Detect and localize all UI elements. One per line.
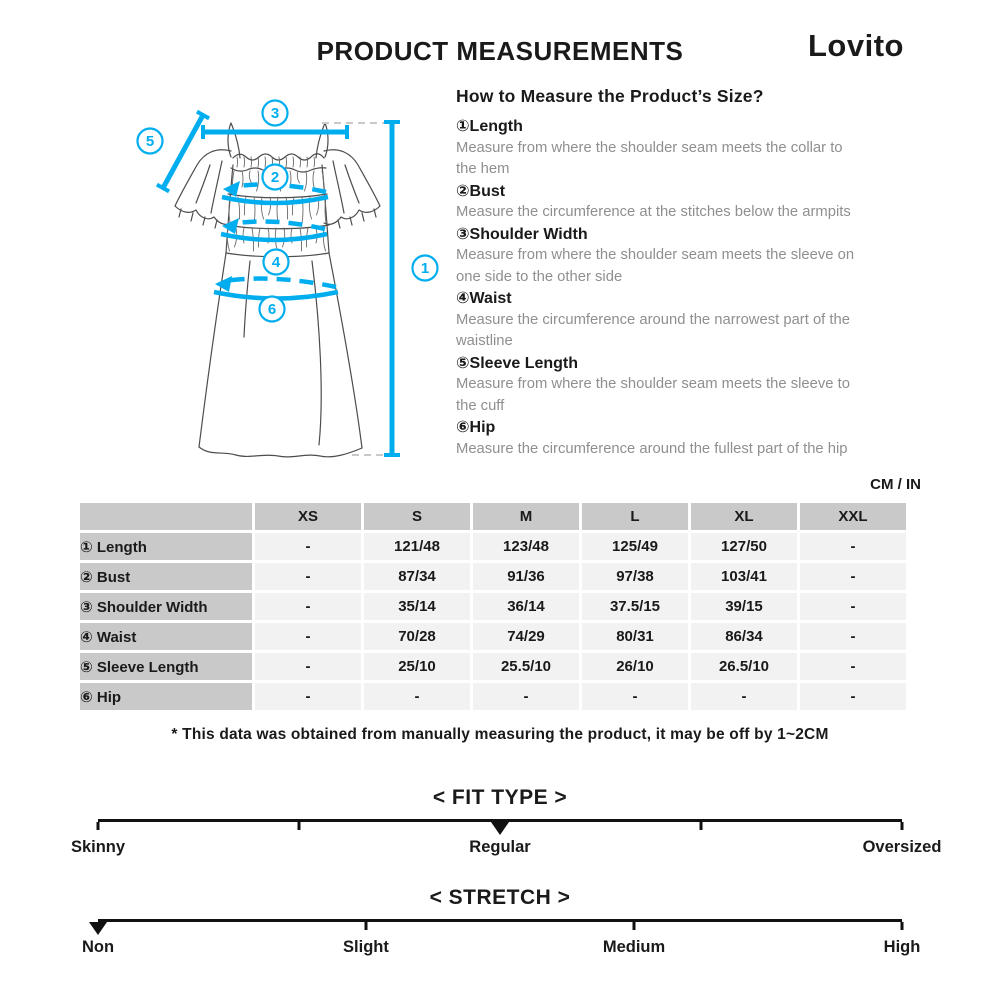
size-value-cell: 123/48 bbox=[473, 533, 579, 560]
size-value-cell: 97/38 bbox=[582, 563, 688, 590]
size-column-header: XXL bbox=[800, 503, 906, 530]
measurement-disclaimer: * This data was obtained from manually measuring the product, it may be off by 1~2CM bbox=[171, 726, 829, 743]
sleeve-length-line bbox=[163, 115, 203, 188]
size-column-header: L bbox=[582, 503, 688, 530]
size-value-cell: - bbox=[800, 653, 906, 680]
size-value-cell: - bbox=[473, 683, 579, 710]
size-value-cell: - bbox=[691, 683, 797, 710]
guide-item bbox=[456, 417, 926, 460]
size-value-cell: - bbox=[255, 593, 361, 620]
fit-type-axis bbox=[98, 819, 902, 822]
guide-item-description-line: the hem bbox=[456, 161, 510, 177]
scale-tick bbox=[901, 822, 904, 830]
guide-item bbox=[456, 288, 926, 353]
size-value-cell: 103/41 bbox=[691, 563, 797, 590]
size-value-cell: 37.5/15 bbox=[582, 593, 688, 620]
size-table-row bbox=[80, 683, 906, 710]
scale-tick bbox=[700, 822, 703, 830]
size-table-row bbox=[80, 563, 906, 590]
size-value-cell: - bbox=[255, 533, 361, 560]
scale-label: Slight bbox=[343, 938, 389, 956]
fit-type-scale bbox=[70, 786, 942, 881]
measure-row-label: ③ Shoulder Width bbox=[80, 593, 252, 620]
size-value-cell: 25/10 bbox=[364, 653, 470, 680]
guide-item bbox=[456, 181, 926, 224]
scale-tick bbox=[298, 822, 301, 830]
guide-item-title: ⑤Sleeve Length bbox=[456, 354, 579, 372]
size-table-row bbox=[80, 653, 906, 680]
size-value-cell: 91/36 bbox=[473, 563, 579, 590]
size-value-cell: 70/28 bbox=[364, 623, 470, 650]
dress-measurement-illustration bbox=[0, 85, 460, 485]
size-value-cell: 127/50 bbox=[691, 533, 797, 560]
size-table-row bbox=[80, 593, 906, 620]
scale-label: Non bbox=[81, 938, 115, 956]
size-value-cell: - bbox=[800, 623, 906, 650]
scale-tick bbox=[633, 922, 636, 930]
stretch-labels bbox=[81, 938, 921, 962]
size-value-cell: - bbox=[582, 683, 688, 710]
measurement-marks bbox=[157, 112, 400, 455]
scale-tick bbox=[97, 822, 100, 830]
page-title: PRODUCT MEASUREMENTS bbox=[316, 36, 684, 66]
callout-3: 3 bbox=[270, 105, 280, 122]
size-table-row bbox=[80, 533, 906, 560]
scale-label: Oversized bbox=[862, 838, 942, 856]
size-value-cell: 80/31 bbox=[582, 623, 688, 650]
guide-item-description-line: waistline bbox=[456, 333, 513, 349]
stretch-title: < STRETCH > bbox=[429, 886, 571, 909]
guide-item-title: ②Bust bbox=[456, 182, 506, 200]
units-label: CM / IN bbox=[870, 476, 921, 493]
size-table-corner-cell bbox=[80, 503, 252, 530]
size-value-cell: - bbox=[800, 593, 906, 620]
size-value-cell: 25.5/10 bbox=[473, 653, 579, 680]
measure-row-label: ⑤ Sleeve Length bbox=[80, 653, 252, 680]
size-value-cell: 86/34 bbox=[691, 623, 797, 650]
scale-label: Regular bbox=[469, 838, 531, 856]
size-column-header: XS bbox=[255, 503, 361, 530]
size-value-cell: 39/15 bbox=[691, 593, 797, 620]
size-value-cell: 74/29 bbox=[473, 623, 579, 650]
size-column-header: S bbox=[364, 503, 470, 530]
waist-ellipse bbox=[221, 234, 327, 240]
guide-item bbox=[456, 224, 926, 289]
size-table-row bbox=[80, 623, 906, 650]
guide-item-description-line: Measure the circumference at the stitches below the armpits bbox=[456, 204, 851, 220]
size-value-cell: - bbox=[255, 563, 361, 590]
guide-item-description-line: one side to the other side bbox=[456, 268, 623, 285]
scale-label: Medium bbox=[602, 938, 666, 956]
size-value-cell: 26.5/10 bbox=[691, 653, 797, 680]
callout-6: 6 bbox=[267, 301, 277, 318]
guide-item-title: ①Length bbox=[456, 118, 523, 135]
size-value-cell: 36/14 bbox=[473, 593, 579, 620]
guide-item-description-line: the cuff bbox=[456, 397, 505, 414]
size-value-cell: - bbox=[255, 683, 361, 710]
scale-marker-triangle bbox=[89, 922, 107, 935]
size-table bbox=[77, 500, 909, 713]
size-value-cell: 121/48 bbox=[364, 533, 470, 560]
scale-tick bbox=[901, 922, 904, 930]
size-value-cell: 87/34 bbox=[364, 563, 470, 590]
guide-item bbox=[456, 116, 926, 181]
guide-heading: How to Measure the Product’s Size? bbox=[456, 86, 764, 106]
callout-5: 5 bbox=[145, 133, 155, 150]
callout-2: 2 bbox=[270, 169, 280, 186]
guide-item-title: ③Shoulder Width bbox=[456, 225, 588, 243]
guide-item-description-line: Measure from where the shoulder seam meets the sleeve to bbox=[456, 376, 850, 392]
size-value-cell: - bbox=[800, 533, 906, 560]
guide-item-title: ④Waist bbox=[456, 290, 512, 307]
size-value-cell: 26/10 bbox=[582, 653, 688, 680]
fit-type-labels bbox=[70, 838, 942, 862]
guide-item bbox=[456, 353, 926, 418]
measure-row-label: ④ Waist bbox=[80, 623, 252, 650]
callout-4: 4 bbox=[271, 254, 281, 271]
scale-label: Skinny bbox=[70, 838, 126, 856]
measure-row-label: ① Length bbox=[80, 533, 252, 560]
brand-logo: Lovito bbox=[808, 28, 904, 63]
guide-items bbox=[456, 116, 926, 460]
size-column-header: XL bbox=[691, 503, 797, 530]
scale-label: High bbox=[883, 938, 921, 956]
guide-item-title: ⑥Hip bbox=[456, 419, 496, 436]
size-column-header: M bbox=[473, 503, 579, 530]
stretch-axis bbox=[98, 919, 902, 922]
scale-marker-triangle bbox=[491, 822, 509, 835]
size-value-cell: - bbox=[800, 563, 906, 590]
size-table-header-row bbox=[80, 503, 906, 530]
size-value-cell: 35/14 bbox=[364, 593, 470, 620]
scale-tick bbox=[364, 922, 367, 930]
size-value-cell: - bbox=[255, 653, 361, 680]
fit-type-title: < FIT TYPE > bbox=[432, 786, 568, 809]
guide-item-description-line: Measure the circumference around the fullest part of the hip bbox=[456, 440, 848, 457]
size-value-cell: - bbox=[800, 683, 906, 710]
stretch-scale bbox=[81, 886, 921, 981]
guide-item-description-line: Measure from where the shoulder seam meets the collar to bbox=[456, 139, 843, 156]
how-to-measure-guide bbox=[456, 86, 926, 460]
guide-item-description-line: Measure the circumference around the narrowest part of the bbox=[456, 311, 850, 328]
measure-row-label: ⑥ Hip bbox=[80, 683, 252, 710]
size-value-cell: - bbox=[255, 623, 361, 650]
callout-1: 1 bbox=[420, 260, 430, 277]
size-value-cell: - bbox=[364, 683, 470, 710]
size-value-cell: 125/49 bbox=[582, 533, 688, 560]
guide-item-description-line: Measure from where the shoulder seam meets the sleeve on bbox=[456, 247, 855, 263]
measure-row-label: ② Bust bbox=[80, 563, 252, 590]
